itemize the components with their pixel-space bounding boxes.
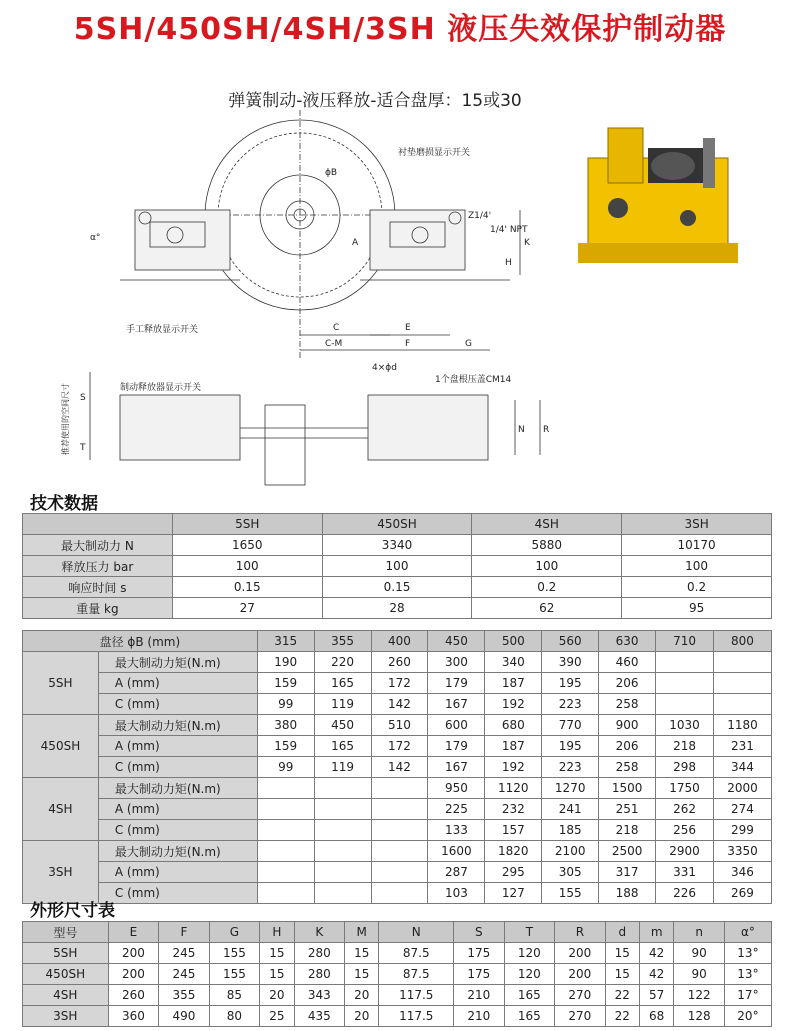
torque-row-label: 最大制动力矩(N.m) (98, 778, 257, 799)
technical-drawing (50, 110, 560, 495)
dims-cell: 117.5 (379, 1006, 454, 1027)
torque-cell: 1180 (713, 715, 771, 736)
torque-cell (656, 673, 714, 694)
dims-header-row (23, 922, 772, 943)
torque-cell: 220 (314, 652, 371, 673)
dims-row (23, 943, 772, 964)
torque-cell: 232 (485, 799, 542, 820)
dims-column-header: R (555, 922, 606, 943)
torque-cell: 317 (599, 862, 656, 883)
dims-cell: 15 (260, 943, 294, 964)
torque-cell: 1820 (485, 841, 542, 862)
torque-header-label: 盘径 ϕB (mm) (23, 631, 258, 652)
dims-column-header: n (674, 922, 725, 943)
dim-E: E (405, 323, 411, 333)
torque-cell: 206 (599, 673, 656, 694)
dims-cell: 245 (159, 964, 210, 985)
torque-cell (656, 652, 714, 673)
torque-cell: 258 (599, 694, 656, 715)
brake-release-switch-label: 制动释放器显示开关 (120, 383, 202, 393)
dims-column-header: K (294, 922, 345, 943)
dims-model: 3SH (23, 1006, 109, 1027)
torque-diameter: 500 (485, 631, 542, 652)
dims-cell: 15 (260, 964, 294, 985)
torque-cell (314, 799, 371, 820)
torque-cell: 165 (314, 673, 371, 694)
torque-cell: 185 (542, 820, 599, 841)
torque-row (23, 820, 772, 841)
torque-cell: 172 (371, 736, 428, 757)
torque-cell: 260 (371, 652, 428, 673)
torque-cell: 299 (713, 820, 771, 841)
torque-cell: 600 (428, 715, 485, 736)
dims-cell: 17° (724, 985, 771, 1006)
torque-cell: 331 (656, 862, 714, 883)
torque-cell: 510 (371, 715, 428, 736)
torque-model: 3SH (23, 841, 99, 904)
dims-heading: 外形尺寸表 (30, 901, 115, 921)
torque-cell: 258 (599, 757, 656, 778)
torque-table (22, 630, 772, 904)
dims-cell: 435 (294, 1006, 345, 1027)
torque-cell: 187 (485, 673, 542, 694)
torque-cell: 344 (713, 757, 771, 778)
torque-cell: 119 (314, 757, 371, 778)
torque-cell: 192 (485, 694, 542, 715)
tech-cell: 100 (472, 556, 622, 577)
torque-diameter: 560 (542, 631, 599, 652)
torque-diameter: 355 (314, 631, 371, 652)
torque-cell: 190 (257, 652, 314, 673)
torque-cell: 127 (485, 883, 542, 904)
torque-cell (314, 820, 371, 841)
torque-cell: 195 (542, 673, 599, 694)
torque-cell: 241 (542, 799, 599, 820)
torque-cell: 300 (428, 652, 485, 673)
tech-row-label: 最大制动力 N (23, 535, 173, 556)
dims-row (23, 985, 772, 1006)
torque-cell: 269 (713, 883, 771, 904)
torque-cell (314, 841, 371, 862)
dims-cell: 165 (504, 1006, 555, 1027)
dims-cell: 270 (555, 985, 606, 1006)
tech-cell: 27 (172, 598, 322, 619)
torque-cell: 223 (542, 757, 599, 778)
torque-row (23, 715, 772, 736)
dim-F: F (405, 339, 411, 349)
dims-column-header: S (454, 922, 505, 943)
dim-S: S (80, 393, 86, 403)
tech-row-label: 响应时间 s (23, 577, 173, 598)
torque-cell: 1600 (428, 841, 485, 862)
dims-cell: 280 (294, 943, 345, 964)
product-photo (578, 118, 748, 268)
dims-cell: 15 (345, 964, 379, 985)
dims-column-header: m (640, 922, 674, 943)
dims-cell: 90 (674, 964, 725, 985)
torque-cell: 950 (428, 778, 485, 799)
torque-row (23, 883, 772, 904)
dims-cell: 260 (108, 985, 159, 1006)
tech-model: 450SH (322, 514, 472, 535)
torque-cell: 680 (485, 715, 542, 736)
torque-diameter: 800 (713, 631, 771, 652)
dims-cell: 355 (159, 985, 210, 1006)
torque-cell: 1500 (599, 778, 656, 799)
torque-cell: 119 (314, 694, 371, 715)
torque-row (23, 652, 772, 673)
torque-cell: 2000 (713, 778, 771, 799)
dim-N: N (518, 425, 525, 435)
dims-cell: 22 (605, 985, 639, 1006)
dims-model: 450SH (23, 964, 109, 985)
dims-column-header: E (108, 922, 159, 943)
npt-label: 1/4' NPT (490, 225, 528, 235)
torque-cell: 187 (485, 736, 542, 757)
dim-alpha: α° (90, 233, 101, 243)
tech-cell: 0.2 (622, 577, 772, 598)
torque-cell: 262 (656, 799, 714, 820)
torque-cell: 390 (542, 652, 599, 673)
tech-row-label: 重量 kg (23, 598, 173, 619)
dims-row (23, 1006, 772, 1027)
torque-cell (257, 799, 314, 820)
torque-row-label: 最大制动力矩(N.m) (98, 715, 257, 736)
torque-cell: 770 (542, 715, 599, 736)
torque-cell (257, 778, 314, 799)
dims-cell: 200 (108, 943, 159, 964)
space-note: 推荐使用的空间尺寸 (61, 383, 70, 455)
torque-cell: 256 (656, 820, 714, 841)
dim-G: G (465, 339, 472, 349)
dims-cell: 57 (640, 985, 674, 1006)
tech-cell: 10170 (622, 535, 772, 556)
torque-cell (257, 883, 314, 904)
tech-cell: 0.15 (322, 577, 472, 598)
torque-cell (371, 862, 428, 883)
torque-cell: 99 (257, 694, 314, 715)
dims-cell: 200 (555, 943, 606, 964)
dims-column-header: N (379, 922, 454, 943)
torque-cell (257, 841, 314, 862)
torque-cell: 159 (257, 673, 314, 694)
dims-cell: 85 (209, 985, 260, 1006)
torque-cell: 295 (485, 862, 542, 883)
torque-row (23, 673, 772, 694)
torque-diameter: 710 (656, 631, 714, 652)
tech-cell: 3340 (322, 535, 472, 556)
dims-column-header: α° (724, 922, 771, 943)
tech-cell: 0.15 (172, 577, 322, 598)
dims-cell: 20 (345, 1006, 379, 1027)
dims-model: 5SH (23, 943, 109, 964)
torque-diameter: 400 (371, 631, 428, 652)
dims-cell: 165 (504, 985, 555, 1006)
dims-column-header: F (159, 922, 210, 943)
tech-cell: 95 (622, 598, 772, 619)
torque-row-label: A (mm) (98, 862, 257, 883)
torque-row-label: C (mm) (98, 694, 257, 715)
torque-cell: 218 (599, 820, 656, 841)
dims-cell: 155 (209, 964, 260, 985)
torque-cell: 3350 (713, 841, 771, 862)
dims-cell: 122 (674, 985, 725, 1006)
tech-row-label: 释放压力 bar (23, 556, 173, 577)
torque-row (23, 694, 772, 715)
tech-heading: 技术数据 (30, 494, 98, 514)
tech-row (23, 598, 772, 619)
torque-cell: 226 (656, 883, 714, 904)
torque-cell: 167 (428, 694, 485, 715)
dims-cell: 210 (454, 1006, 505, 1027)
torque-model: 450SH (23, 715, 99, 778)
torque-cell: 99 (257, 757, 314, 778)
torque-cell: 1030 (656, 715, 714, 736)
dims-cell: 87.5 (379, 964, 454, 985)
z14-label: Z1/4' (468, 211, 492, 221)
dims-cell: 15 (605, 964, 639, 985)
tech-cell: 100 (322, 556, 472, 577)
pad-wear-switch-label: 衬垫磨损显示开关 (398, 148, 471, 158)
tech-cell: 28 (322, 598, 472, 619)
torque-cell: 251 (599, 799, 656, 820)
dim-R: R (543, 425, 550, 435)
dims-column-header: H (260, 922, 294, 943)
page-subtitle: 弹簧制动-液压释放-适合盘厚：15或30 (228, 91, 522, 111)
tech-cell: 100 (172, 556, 322, 577)
torque-cell: 287 (428, 862, 485, 883)
dims-cell: 490 (159, 1006, 210, 1027)
torque-cell: 460 (599, 652, 656, 673)
dims-cell: 20 (260, 985, 294, 1006)
dims-cell: 175 (454, 964, 505, 985)
torque-row-label: 最大制动力矩(N.m) (98, 652, 257, 673)
torque-cell: 2500 (599, 841, 656, 862)
page-title: 5SH/450SH/4SH/3SH 液压失效保护制动器 (73, 12, 727, 47)
manual-release-switch-label: 手工释放显示开关 (126, 325, 199, 335)
dims-cell: 120 (504, 964, 555, 985)
dims-cell: 210 (454, 985, 505, 1006)
torque-cell (314, 778, 371, 799)
tech-row (23, 535, 772, 556)
torque-cell: 167 (428, 757, 485, 778)
torque-cell (371, 799, 428, 820)
dim-K: K (524, 238, 530, 248)
tech-model: 3SH (622, 514, 772, 535)
torque-diameter: 315 (257, 631, 314, 652)
torque-cell (371, 778, 428, 799)
torque-cell: 380 (257, 715, 314, 736)
torque-model: 4SH (23, 778, 99, 841)
torque-row-label: C (mm) (98, 757, 257, 778)
cap-label: 1个盘根压盖CM14 (435, 375, 512, 385)
torque-cell: 1270 (542, 778, 599, 799)
dims-cell: 42 (640, 943, 674, 964)
torque-header-row (23, 631, 772, 652)
torque-cell: 2100 (542, 841, 599, 862)
torque-cell (257, 820, 314, 841)
tech-cell: 0.2 (472, 577, 622, 598)
torque-cell: 225 (428, 799, 485, 820)
torque-row (23, 862, 772, 883)
holes-label: 4×ϕd (372, 363, 397, 373)
torque-row-label: A (mm) (98, 736, 257, 757)
tech-header-corner (23, 514, 173, 535)
torque-row (23, 736, 772, 757)
dims-cell: 15 (345, 943, 379, 964)
torque-cell: 2900 (656, 841, 714, 862)
torque-cell (257, 862, 314, 883)
torque-cell (314, 883, 371, 904)
tech-header-row (23, 514, 772, 535)
torque-cell: 165 (314, 736, 371, 757)
torque-diameter: 450 (428, 631, 485, 652)
dims-cell: 80 (209, 1006, 260, 1027)
torque-row (23, 778, 772, 799)
tech-cell: 100 (622, 556, 772, 577)
torque-row-label: 最大制动力矩(N.m) (98, 841, 257, 862)
dims-column-header: d (605, 922, 639, 943)
torque-cell: 274 (713, 799, 771, 820)
dims-cell: 360 (108, 1006, 159, 1027)
torque-cell: 223 (542, 694, 599, 715)
torque-cell: 157 (485, 820, 542, 841)
torque-row-label: C (mm) (98, 820, 257, 841)
dim-phiB: ϕB (325, 168, 338, 178)
dims-column-header: T (504, 922, 555, 943)
dim-H: H (505, 258, 512, 268)
torque-row-label: A (mm) (98, 799, 257, 820)
tech-cell: 1650 (172, 535, 322, 556)
dims-cell: 90 (674, 943, 725, 964)
dims-cell: 200 (108, 964, 159, 985)
torque-cell: 450 (314, 715, 371, 736)
dims-cell: 15 (605, 943, 639, 964)
dims-cell: 245 (159, 943, 210, 964)
torque-model: 5SH (23, 652, 99, 715)
dims-row (23, 964, 772, 985)
dims-column-header: M (345, 922, 379, 943)
tech-model: 4SH (472, 514, 622, 535)
tech-cell: 62 (472, 598, 622, 619)
torque-cell: 340 (485, 652, 542, 673)
dim-A: A (352, 238, 359, 248)
dims-cell: 175 (454, 943, 505, 964)
dim-CM: C-M (325, 339, 343, 349)
torque-cell: 179 (428, 673, 485, 694)
dims-cell: 20 (345, 985, 379, 1006)
dims-column-header: 型号 (23, 922, 109, 943)
dims-cell: 87.5 (379, 943, 454, 964)
torque-row-label: A (mm) (98, 673, 257, 694)
dims-cell: 20° (724, 1006, 771, 1027)
dims-cell: 13° (724, 964, 771, 985)
torque-cell: 298 (656, 757, 714, 778)
dims-column-header: G (209, 922, 260, 943)
dim-T: T (80, 443, 86, 453)
tech-model: 5SH (172, 514, 322, 535)
dims-cell: 42 (640, 964, 674, 985)
tech-row (23, 556, 772, 577)
dims-cell: 128 (674, 1006, 725, 1027)
torque-cell (371, 820, 428, 841)
torque-cell: 305 (542, 862, 599, 883)
tech-row (23, 577, 772, 598)
dims-model: 4SH (23, 985, 109, 1006)
torque-cell (656, 694, 714, 715)
torque-cell: 195 (542, 736, 599, 757)
torque-row (23, 757, 772, 778)
dim-C: C (333, 323, 340, 333)
tech-table (22, 513, 772, 619)
torque-cell: 900 (599, 715, 656, 736)
torque-cell: 142 (371, 694, 428, 715)
dims-cell: 120 (504, 943, 555, 964)
dims-cell: 13° (724, 943, 771, 964)
dims-cell: 155 (209, 943, 260, 964)
dims-table (22, 921, 772, 1027)
torque-cell (371, 841, 428, 862)
torque-diameter: 630 (599, 631, 656, 652)
torque-cell: 103 (428, 883, 485, 904)
torque-cell (713, 652, 771, 673)
torque-cell (713, 673, 771, 694)
tech-cell: 5880 (472, 535, 622, 556)
dims-cell: 117.5 (379, 985, 454, 1006)
torque-cell: 172 (371, 673, 428, 694)
dims-cell: 280 (294, 964, 345, 985)
torque-cell: 179 (428, 736, 485, 757)
torque-row (23, 841, 772, 862)
torque-cell: 159 (257, 736, 314, 757)
torque-cell: 206 (599, 736, 656, 757)
torque-row (23, 799, 772, 820)
torque-cell: 346 (713, 862, 771, 883)
dims-cell: 25 (260, 1006, 294, 1027)
torque-cell: 192 (485, 757, 542, 778)
dims-cell: 270 (555, 1006, 606, 1027)
dims-cell: 200 (555, 964, 606, 985)
torque-cell: 231 (713, 736, 771, 757)
torque-cell: 218 (656, 736, 714, 757)
torque-row-label: C (mm) (98, 883, 257, 904)
torque-cell: 142 (371, 757, 428, 778)
torque-cell (371, 883, 428, 904)
torque-cell: 155 (542, 883, 599, 904)
dims-cell: 343 (294, 985, 345, 1006)
dims-cell: 22 (605, 1006, 639, 1027)
torque-cell (713, 694, 771, 715)
torque-cell (314, 862, 371, 883)
torque-cell: 1750 (656, 778, 714, 799)
torque-cell: 1120 (485, 778, 542, 799)
torque-cell: 188 (599, 883, 656, 904)
dims-cell: 68 (640, 1006, 674, 1027)
torque-cell: 133 (428, 820, 485, 841)
